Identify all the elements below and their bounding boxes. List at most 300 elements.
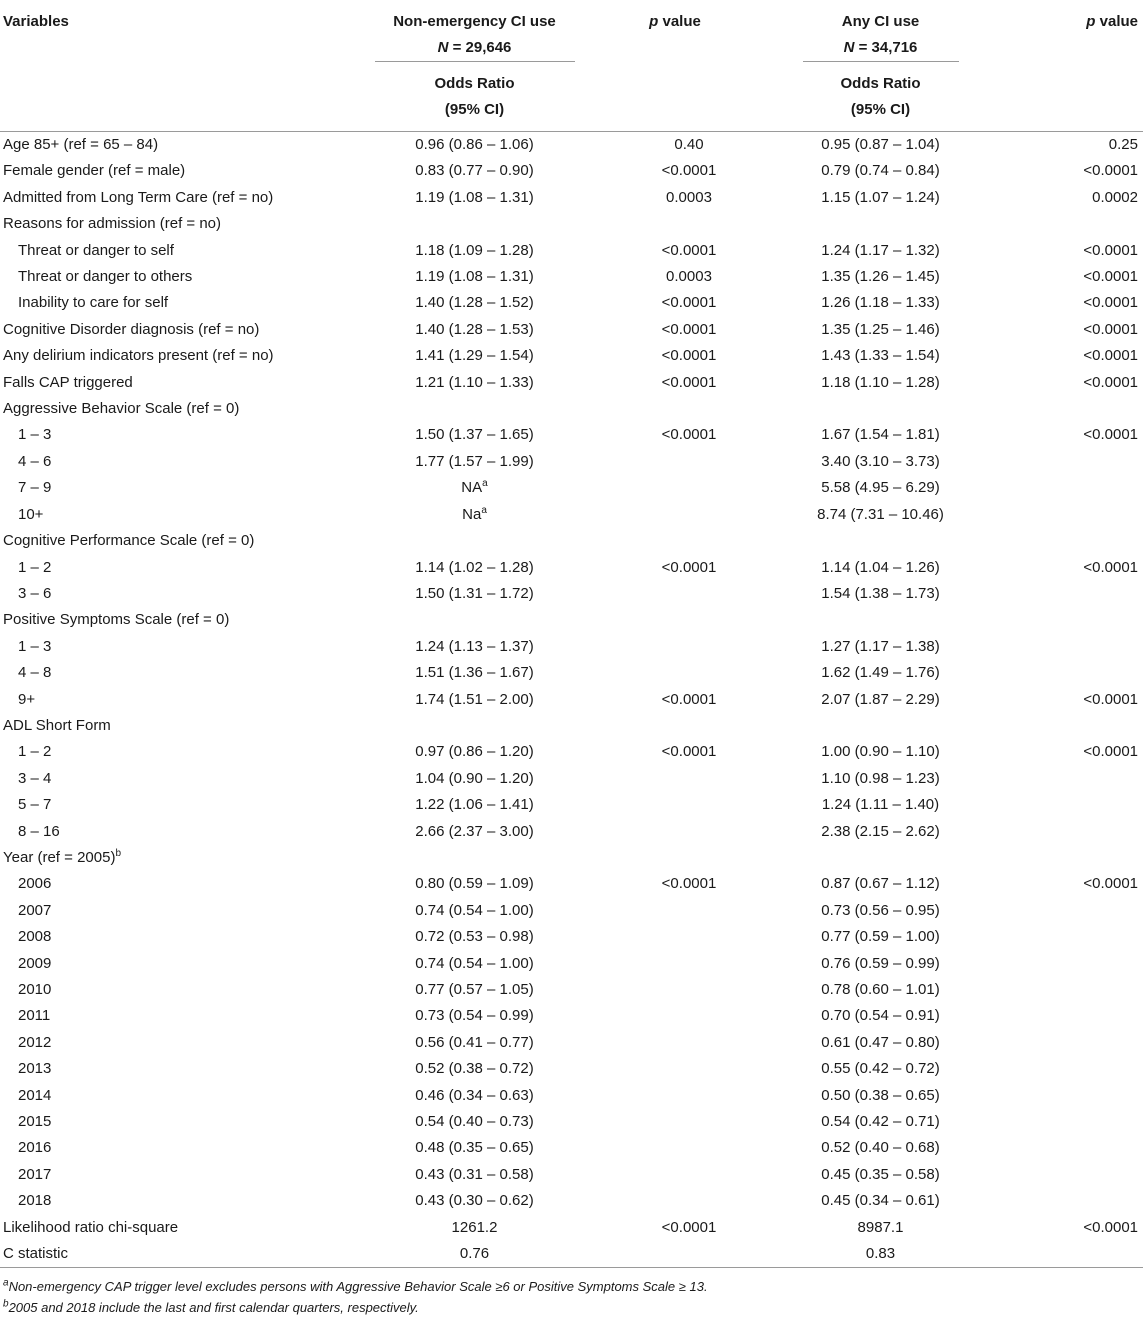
- row-or-any-ci-text: 2.38 (2.15 – 2.62): [821, 822, 940, 840]
- row-p-value-non-emergency: [619, 475, 731, 501]
- table-row: [0, 317, 1143, 343]
- row-or-any-ci-text: 1.15 (1.07 – 1.24): [821, 188, 940, 206]
- row-variable: [0, 951, 330, 977]
- table-row: [0, 1030, 1143, 1056]
- row-or-any-ci: [731, 1241, 1030, 1268]
- header-or-sub-2: [803, 61, 959, 123]
- row-p-value-non-emergency-text: <0.0001: [661, 347, 717, 365]
- row-or-any-ci: [731, 634, 1030, 660]
- row-p-value-non-emergency-text: <0.0001: [661, 690, 717, 708]
- table-row: [0, 1083, 1143, 1109]
- row-p-value-non-emergency-text: <0.0001: [661, 320, 717, 338]
- row-p-value-non-emergency: [619, 634, 731, 660]
- row-or-any-ci-text: 0.45 (0.35 – 0.58): [821, 1165, 940, 1183]
- row-variable-text: 5 – 7: [18, 796, 52, 814]
- row-or-any-ci: [731, 396, 1030, 422]
- table-row: [0, 1056, 1143, 1082]
- row-or-any-ci: [731, 1109, 1030, 1135]
- row-or-any-ci: [731, 343, 1030, 369]
- row-p-value-non-emergency-text: 0.40: [674, 136, 704, 153]
- row-or-non-emergency-text: 0.80 (0.59 – 1.09): [415, 875, 534, 893]
- row-or-non-emergency: [330, 158, 619, 184]
- row-variable: [0, 555, 330, 581]
- row-or-non-emergency-text: 1.51 (1.36 – 1.67): [415, 664, 534, 682]
- row-p-value-any-ci-text: 0.0002: [1092, 188, 1138, 206]
- row-variable-text: ADL Short Form: [3, 716, 111, 734]
- row-or-any-ci-text: 0.77 (0.59 – 1.00): [821, 928, 940, 946]
- row-p-value-non-emergency: [619, 132, 731, 159]
- row-variable: [0, 871, 330, 897]
- row-or-non-emergency-text: 0.83 (0.77 – 0.90): [415, 162, 534, 180]
- row-p-value-any-ci-text: <0.0001: [1083, 1218, 1138, 1236]
- table-row: [0, 951, 1143, 977]
- row-variable: [0, 1030, 330, 1056]
- header-non-emergency: [330, 0, 619, 131]
- row-or-non-emergency: [330, 687, 619, 713]
- row-or-non-emergency: [330, 924, 619, 950]
- row-or-non-emergency: [330, 264, 619, 290]
- table-row: [0, 185, 1143, 211]
- row-p-value-any-ci-text: <0.0001: [1083, 373, 1138, 391]
- row-p-value-non-emergency: [619, 238, 731, 264]
- row-or-any-ci: [731, 766, 1030, 792]
- row-or-non-emergency: [330, 713, 619, 739]
- row-variable-text: 2010: [18, 981, 52, 998]
- row-or-any-ci-text: 2.07 (1.87 – 2.29): [821, 690, 940, 708]
- row-or-any-ci: [731, 238, 1030, 264]
- row-or-any-ci: [731, 924, 1030, 950]
- row-or-any-ci: [731, 1030, 1030, 1056]
- row-variable-text: 2008: [18, 928, 52, 946]
- table-row: [0, 555, 1143, 581]
- table-row: [0, 739, 1143, 765]
- row-p-value-non-emergency: [619, 924, 731, 950]
- row-or-any-ci: [731, 845, 1030, 871]
- row-or-any-ci-text: 1.24 (1.17 – 1.32): [821, 241, 940, 259]
- row-variable-text: Threat or danger to others: [18, 268, 193, 286]
- footnote-text: Non-emergency CAP trigger level excludes persons with Aggressive Behavior Scale ≥6 or Positive Symptoms Scale ≥ 13.: [8, 1279, 708, 1295]
- row-or-non-emergency: [330, 211, 619, 237]
- row-p-value-any-ci: [1030, 1083, 1143, 1109]
- header-any-ci-label: Any CI use: [841, 13, 920, 30]
- table-header: [0, 0, 1143, 132]
- row-or-any-ci-text: 1.35 (1.26 – 1.45): [821, 268, 940, 286]
- row-or-any-ci-text: 1.62 (1.49 – 1.76): [821, 664, 940, 682]
- row-or-non-emergency-text: 1261.2: [451, 1218, 498, 1236]
- row-variable: [0, 185, 330, 211]
- table-row: [0, 1188, 1143, 1214]
- row-variable-text: Likelihood ratio chi-square: [3, 1218, 179, 1236]
- row-or-non-emergency: [330, 528, 619, 554]
- row-p-value-any-ci: [1030, 1109, 1143, 1135]
- row-or-any-ci: [731, 132, 1030, 159]
- row-p-value-any-ci-text: <0.0001: [1083, 320, 1138, 338]
- header-any-ci-n: [731, 35, 1030, 61]
- row-variable: [0, 739, 330, 765]
- p-italic: p: [1086, 13, 1096, 30]
- row-or-any-ci: [731, 1215, 1030, 1241]
- row-or-any-ci: [731, 1135, 1030, 1161]
- row-or-non-emergency: [330, 1030, 619, 1056]
- row-variable: [0, 317, 330, 343]
- row-p-value-non-emergency: [619, 1241, 731, 1268]
- row-or-any-ci-text: 0.76 (0.59 – 0.99): [821, 954, 940, 972]
- row-variable: [0, 713, 330, 739]
- row-or-non-emergency-text: 0.73 (0.54 – 0.99): [415, 1007, 534, 1025]
- row-or-any-ci-text: 1.24 (1.11 – 1.40): [821, 796, 940, 814]
- row-or-any-ci-text: 0.78 (0.60 – 1.01): [821, 981, 940, 998]
- row-variable-text: Female gender (ref = male): [3, 162, 186, 180]
- row-or-non-emergency-text: 0.96 (0.86 – 1.06): [415, 136, 534, 153]
- row-variable-text: 2006: [18, 875, 52, 893]
- row-or-non-emergency-text: 0.46 (0.34 – 0.63): [415, 1086, 534, 1104]
- odds-ratio-label: Odds Ratio: [434, 75, 515, 92]
- row-or-any-ci-text: 0.50 (0.38 – 0.65): [821, 1086, 940, 1104]
- row-or-non-emergency: [330, 1135, 619, 1161]
- row-p-value-non-emergency-text: <0.0001: [661, 294, 717, 312]
- row-or-non-emergency: [330, 1083, 619, 1109]
- row-p-value-non-emergency: [619, 792, 731, 818]
- row-variable-text: Aggressive Behavior Scale (ref = 0): [3, 400, 240, 418]
- row-variable-text: 2007: [18, 901, 52, 919]
- row-variable: [0, 607, 330, 633]
- row-or-non-emergency-text: 1.14 (1.02 – 1.28): [415, 558, 534, 576]
- row-or-non-emergency: [330, 317, 619, 343]
- row-p-value-non-emergency: [619, 1215, 731, 1241]
- n-label: N: [437, 39, 449, 56]
- row-variable-text: 4 – 8: [18, 664, 52, 682]
- row-variable-text: Positive Symptoms Scale (ref = 0): [3, 611, 230, 629]
- row-or-non-emergency-text: 1.50 (1.37 – 1.65): [415, 426, 534, 444]
- row-p-value-non-emergency: [619, 1083, 731, 1109]
- row-p-value-any-ci-text: <0.0001: [1083, 743, 1138, 761]
- row-p-value-non-emergency: [619, 396, 731, 422]
- row-or-any-ci-text: 0.55 (0.42 – 0.72): [821, 1060, 940, 1078]
- row-or-any-ci: [731, 1162, 1030, 1188]
- header-variables-label: Variables: [3, 13, 69, 30]
- row-or-any-ci: [731, 607, 1030, 633]
- row-p-value-any-ci-text: <0.0001: [1083, 294, 1138, 312]
- row-p-value-non-emergency: [619, 766, 731, 792]
- row-or-non-emergency-text: 1.40 (1.28 – 1.52): [415, 294, 534, 312]
- table-row: [0, 396, 1143, 422]
- row-p-value-non-emergency: [619, 871, 731, 897]
- row-p-value-any-ci: [1030, 977, 1143, 1003]
- row-p-value-non-emergency: [619, 317, 731, 343]
- row-or-any-ci-text: 0.45 (0.34 – 0.61): [821, 1192, 940, 1210]
- table-row: [0, 290, 1143, 316]
- row-p-value-non-emergency: [619, 977, 731, 1003]
- row-or-any-ci: [731, 977, 1030, 1003]
- row-p-value-any-ci-text: <0.0001: [1083, 875, 1138, 893]
- row-or-non-emergency: [330, 238, 619, 264]
- row-or-any-ci-text: 3.40 (3.10 – 3.73): [821, 452, 940, 470]
- row-variable: [0, 1241, 330, 1268]
- row-p-value-any-ci: [1030, 951, 1143, 977]
- row-or-any-ci-text: 0.87 (0.67 – 1.12): [821, 875, 940, 893]
- table-row: [0, 1003, 1143, 1029]
- row-p-value-any-ci: [1030, 634, 1143, 660]
- table-row: [0, 343, 1143, 369]
- row-or-any-ci-text: 0.73 (0.56 – 0.95): [821, 901, 940, 919]
- row-or-non-emergency: [330, 449, 619, 475]
- row-p-value-any-ci: [1030, 264, 1143, 290]
- row-variable: [0, 343, 330, 369]
- row-variable-text: Admitted from Long Term Care (ref = no): [3, 188, 274, 206]
- footnote-text: 2005 and 2018 include the last and first calendar quarters, respectively.: [8, 1300, 419, 1316]
- row-or-non-emergency-text: 1.21 (1.10 – 1.33): [415, 373, 534, 391]
- row-variable: [0, 1135, 330, 1161]
- table-row: [0, 924, 1143, 950]
- row-variable-text: Age 85+ (ref = 65 – 84): [3, 136, 159, 153]
- header-p-value-1: [619, 0, 731, 131]
- row-or-non-emergency-text: 0.72 (0.53 – 0.98): [415, 928, 534, 946]
- row-p-value-any-ci: [1030, 211, 1143, 237]
- row-p-value-non-emergency: [619, 819, 731, 845]
- row-variable: [0, 792, 330, 818]
- row-p-value-any-ci: [1030, 792, 1143, 818]
- table-row: [0, 1162, 1143, 1188]
- row-p-value-any-ci: [1030, 449, 1143, 475]
- ci-label: (95% CI): [850, 101, 911, 118]
- row-variable: [0, 1003, 330, 1029]
- row-variable-text: 10+: [18, 505, 44, 523]
- row-p-value-non-emergency: [619, 1030, 731, 1056]
- table-row: [0, 475, 1143, 501]
- row-or-non-emergency: [330, 1162, 619, 1188]
- row-or-non-emergency-text: 0.77 (0.57 – 1.05): [415, 981, 534, 998]
- n-value: = 34,716: [854, 39, 918, 56]
- row-or-non-emergency-text: 1.77 (1.57 – 1.99): [415, 452, 534, 470]
- row-variable: [0, 660, 330, 686]
- table-row: [0, 1241, 1143, 1268]
- row-p-value-any-ci: [1030, 1003, 1143, 1029]
- footnote-mark: a: [481, 504, 487, 516]
- row-or-any-ci: [731, 898, 1030, 924]
- row-p-value-non-emergency-text: <0.0001: [661, 373, 717, 391]
- row-p-value-any-ci: [1030, 898, 1143, 924]
- row-variable: [0, 370, 330, 396]
- row-variable: [0, 924, 330, 950]
- row-variable: [0, 1083, 330, 1109]
- table-row: [0, 977, 1143, 1003]
- row-p-value-any-ci-text: <0.0001: [1083, 426, 1138, 444]
- footnote-mark: a: [3, 1278, 9, 1290]
- row-or-non-emergency-text: NA: [461, 479, 483, 497]
- row-variable: [0, 1215, 330, 1241]
- row-or-any-ci: [731, 475, 1030, 501]
- row-p-value-any-ci: [1030, 343, 1143, 369]
- row-variable-text: C statistic: [3, 1245, 69, 1263]
- header-non-emergency-n: [330, 35, 619, 61]
- row-or-any-ci: [731, 264, 1030, 290]
- row-p-value-non-emergency: [619, 1109, 731, 1135]
- table-row: [0, 449, 1143, 475]
- p-italic: p: [649, 13, 659, 30]
- row-p-value-any-ci: [1030, 422, 1143, 448]
- row-or-any-ci-text: 1.54 (1.38 – 1.73): [821, 584, 940, 602]
- row-or-any-ci-text: 1.27 (1.17 – 1.38): [821, 637, 940, 655]
- row-or-non-emergency: [330, 555, 619, 581]
- row-or-any-ci-text: 1.18 (1.10 – 1.28): [821, 373, 940, 391]
- row-p-value-any-ci: [1030, 819, 1143, 845]
- row-or-non-emergency-text: 0.76: [459, 1245, 490, 1263]
- row-or-non-emergency: [330, 185, 619, 211]
- row-p-value-non-emergency: [619, 687, 731, 713]
- row-or-any-ci-text: 1.00 (0.90 – 1.10): [821, 743, 940, 761]
- row-p-value-any-ci: [1030, 581, 1143, 607]
- table-row: [0, 422, 1143, 448]
- row-variable: [0, 528, 330, 554]
- row-p-value-non-emergency-text: 0.0003: [666, 268, 712, 286]
- footnote-mark: a: [482, 478, 488, 490]
- row-or-non-emergency-text: 1.41 (1.29 – 1.54): [415, 347, 534, 365]
- row-variable: [0, 422, 330, 448]
- row-or-non-emergency-text: 1.04 (0.90 – 1.20): [415, 769, 534, 787]
- row-or-non-emergency: [330, 132, 619, 159]
- row-or-any-ci-text: 1.26 (1.18 – 1.33): [821, 294, 940, 312]
- row-p-value-any-ci: [1030, 317, 1143, 343]
- row-or-any-ci: [731, 1083, 1030, 1109]
- table-row: [0, 634, 1143, 660]
- p-rest: value: [658, 13, 701, 30]
- row-p-value-non-emergency-text: <0.0001: [661, 743, 717, 761]
- row-or-non-emergency-text: 1.24 (1.13 – 1.37): [415, 637, 534, 655]
- row-p-value-any-ci: [1030, 924, 1143, 950]
- row-or-non-emergency: [330, 581, 619, 607]
- row-p-value-non-emergency: [619, 1003, 731, 1029]
- row-variable-text: 8 – 16: [18, 822, 60, 840]
- row-p-value-any-ci: [1030, 845, 1143, 871]
- footnote: [3, 1297, 1140, 1318]
- row-p-value-non-emergency-text: <0.0001: [661, 241, 717, 259]
- row-p-value-any-ci: [1030, 871, 1143, 897]
- row-variable-text: 3 – 6: [18, 584, 52, 602]
- row-p-value-any-ci: [1030, 660, 1143, 686]
- row-p-value-non-emergency: [619, 370, 731, 396]
- row-or-any-ci: [731, 370, 1030, 396]
- row-or-any-ci: [731, 422, 1030, 448]
- row-or-non-emergency: [330, 396, 619, 422]
- row-p-value-any-ci: [1030, 1056, 1143, 1082]
- row-or-any-ci-text: 1.43 (1.33 – 1.54): [821, 347, 940, 365]
- row-or-non-emergency: [330, 1188, 619, 1214]
- row-or-any-ci-text: 1.67 (1.54 – 1.81): [821, 426, 940, 444]
- row-p-value-any-ci: [1030, 238, 1143, 264]
- footnote-mark: b: [115, 847, 121, 859]
- row-or-non-emergency-text: 1.19 (1.08 – 1.31): [415, 188, 534, 206]
- row-variable-text: 4 – 6: [18, 452, 52, 470]
- row-p-value-non-emergency: [619, 898, 731, 924]
- row-p-value-non-emergency: [619, 581, 731, 607]
- header-any-ci: [731, 0, 1030, 131]
- row-or-non-emergency-text: 0.43 (0.30 – 0.62): [415, 1192, 534, 1210]
- row-p-value-non-emergency: [619, 845, 731, 871]
- row-variable-text: 7 – 9: [18, 479, 52, 497]
- row-or-any-ci: [731, 1188, 1030, 1214]
- row-variable: [0, 898, 330, 924]
- row-or-any-ci: [731, 555, 1030, 581]
- row-or-non-emergency-text: 0.54 (0.40 – 0.73): [415, 1113, 534, 1131]
- row-variable-text: Cognitive Disorder diagnosis (ref = no): [3, 320, 260, 338]
- row-variable-text: 2014: [18, 1086, 52, 1104]
- footnotes: [0, 1268, 1143, 1318]
- row-variable: [0, 475, 330, 501]
- row-p-value-any-ci: [1030, 1162, 1143, 1188]
- row-variable: [0, 290, 330, 316]
- row-p-value-any-ci: [1030, 555, 1143, 581]
- row-or-any-ci: [731, 739, 1030, 765]
- row-p-value-non-emergency: [619, 1188, 731, 1214]
- row-or-non-emergency: [330, 660, 619, 686]
- row-variable: [0, 1056, 330, 1082]
- row-variable: [0, 1162, 330, 1188]
- p-rest: value: [1095, 13, 1138, 30]
- row-or-non-emergency: [330, 845, 619, 871]
- row-or-non-emergency-text: 0.74 (0.54 – 1.00): [415, 954, 534, 972]
- table-row: [0, 238, 1143, 264]
- header-non-emergency-label: Non-emergency CI use: [393, 13, 556, 30]
- row-or-non-emergency: [330, 370, 619, 396]
- row-p-value-non-emergency: [619, 1056, 731, 1082]
- row-variable-text: 3 – 4: [18, 769, 52, 787]
- row-variable: [0, 449, 330, 475]
- table-body: [0, 132, 1143, 1268]
- header-variables: [0, 0, 330, 131]
- row-or-any-ci: [731, 1056, 1030, 1082]
- row-or-any-ci-text: 0.79 (0.74 – 0.84): [821, 162, 940, 180]
- row-or-any-ci-text: 1.14 (1.04 – 1.26): [821, 558, 940, 576]
- row-variable: [0, 687, 330, 713]
- row-p-value-any-ci: [1030, 607, 1143, 633]
- row-or-non-emergency: [330, 871, 619, 897]
- row-or-non-emergency-text: 1.19 (1.08 – 1.31): [415, 268, 534, 286]
- row-or-any-ci: [731, 687, 1030, 713]
- row-variable-text: 9+: [18, 690, 36, 708]
- table-row: [0, 713, 1143, 739]
- row-p-value-non-emergency: [619, 290, 731, 316]
- row-or-any-ci-text: 0.61 (0.47 – 0.80): [821, 1033, 940, 1051]
- row-p-value-any-ci: [1030, 766, 1143, 792]
- row-or-any-ci: [731, 528, 1030, 554]
- row-or-any-ci: [731, 211, 1030, 237]
- table-row: [0, 792, 1143, 818]
- row-variable-text: 2016: [18, 1139, 52, 1157]
- row-p-value-any-ci: [1030, 290, 1143, 316]
- row-or-any-ci: [731, 819, 1030, 845]
- row-p-value-non-emergency-text: <0.0001: [661, 875, 717, 893]
- row-or-non-emergency: [330, 766, 619, 792]
- row-p-value-any-ci-text: 0.25: [1108, 136, 1138, 153]
- row-p-value-non-emergency-text: 0.0003: [666, 188, 712, 206]
- table-row: [0, 132, 1143, 159]
- table-row: [0, 211, 1143, 237]
- row-or-non-emergency: [330, 475, 619, 501]
- row-or-any-ci-text: 0.70 (0.54 – 0.91): [821, 1007, 940, 1025]
- row-p-value-any-ci: [1030, 1030, 1143, 1056]
- row-p-value-any-ci-text: <0.0001: [1083, 241, 1138, 259]
- row-variable-text: 2009: [18, 954, 52, 972]
- row-p-value-any-ci: [1030, 132, 1143, 159]
- table-row: [0, 819, 1143, 845]
- row-or-non-emergency: [330, 951, 619, 977]
- row-variable-text: Any delirium indicators present (ref = no): [3, 347, 274, 365]
- table-row: [0, 898, 1143, 924]
- row-or-non-emergency: [330, 1215, 619, 1241]
- odds-ratio-label: Odds Ratio: [840, 75, 921, 92]
- table-row: [0, 370, 1143, 396]
- row-or-non-emergency: [330, 607, 619, 633]
